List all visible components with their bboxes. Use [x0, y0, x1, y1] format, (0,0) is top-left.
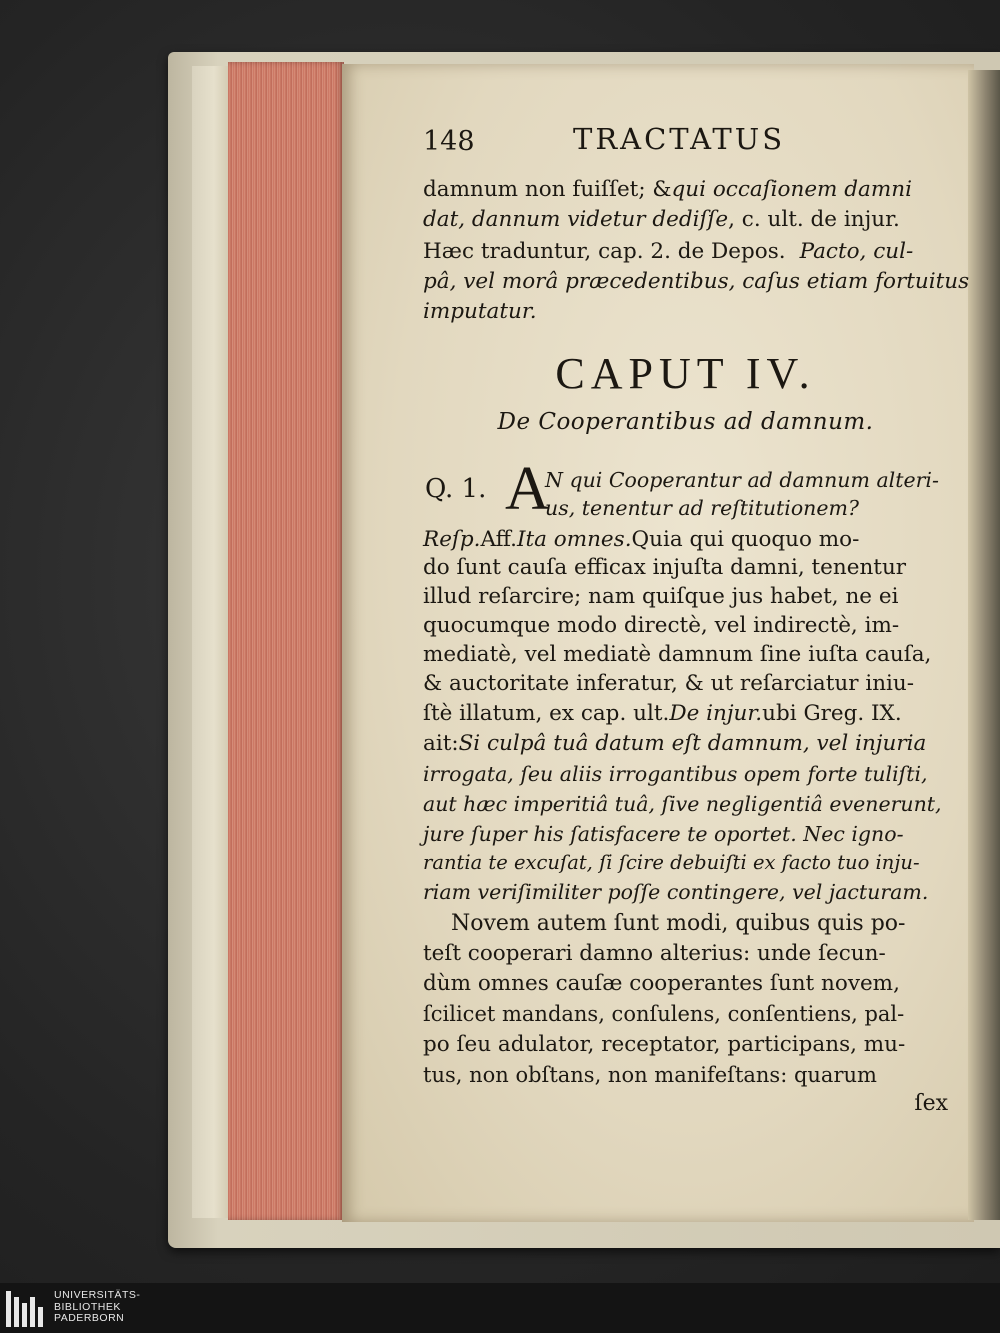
running-head: TRACTATUS: [573, 122, 786, 156]
question-line: N qui Cooperantur ad damnum alteri-: [545, 468, 939, 492]
library-name: UNIVERSITÄTS- BIBLIOTHEK PADERBORN: [54, 1289, 141, 1324]
text-line: ſtè illatum, ex cap. ult. De injur. ubi Greg. IX.: [423, 701, 902, 726]
drop-cap: A: [505, 455, 550, 523]
text-line: quocumque modo directè, vel indirectè, im-: [423, 613, 900, 638]
text-line: imputatur.: [423, 299, 537, 324]
text-line: mediatè, vel mediatè damnum ſine iuſta cauſa,: [423, 642, 932, 667]
text-line: po ſeu adulator, receptator, participans, mu-: [423, 1032, 906, 1057]
text-line: pâ, vel morâ præcedentibus, caſus etiam fortuitus: [423, 269, 970, 294]
text-line: illud reſarcire; nam quiſque jus habet, ne ei: [423, 584, 899, 609]
chapter-title: CAPUT IV.: [555, 349, 816, 398]
text-line: Hæc traduntur, cap. 2. de Depos. Pacto, cul-: [423, 239, 914, 264]
quote-line: ait: Si culpâ tuâ datum eſt damnum, vel injuria: [423, 731, 927, 756]
gutter-shadow: [968, 70, 1000, 1220]
page-number: 148: [423, 126, 475, 157]
text-line: damnum non fuiſſet; & qui occaſionem damni: [423, 177, 912, 202]
text-line: dat, dannum videtur dediſſe , c. ult. de injur.: [423, 207, 900, 232]
quote-line: irrogata, ſeu aliis irrogantibus opem forte tuliſti,: [423, 762, 928, 786]
text-line: dùm omnes cauſæ cooperantes ſunt novem,: [423, 971, 900, 996]
footer-bar: [0, 1283, 1000, 1333]
text-line: tus, non obſtans, non manifeſtans: quarum: [423, 1063, 877, 1087]
text-line: Reſp. Aff. Ita omnes. Quia qui quoquo mo-: [423, 527, 860, 552]
quote-line: jure ſuper his ſatisfacere te oportet. Nec igno-: [423, 822, 904, 846]
library-logo-icon: [6, 1291, 46, 1327]
text-line: ſcilicet mandans, conſulens, conſentiens, pal-: [423, 1002, 905, 1026]
chapter-subtitle: De Cooperantibus ad damnum.: [497, 409, 874, 435]
book-spine-edge: [192, 66, 232, 1218]
catchword: ſex: [914, 1091, 948, 1116]
page-header: [423, 122, 948, 160]
text-line: & auctoritate inferatur, & ut reſarciatur iniu-: [423, 671, 915, 696]
quote-line: rantia te excuſat, ſi ſcire debuiſti ex facto tuo inju-: [423, 851, 920, 874]
text-line: teſt cooperari damno alterius: unde ſecun-: [423, 941, 886, 966]
question-label: Q. 1.: [425, 474, 487, 504]
text-line: do ſunt cauſa efficax injuſta damni, tenentur: [423, 555, 907, 580]
quote-line: riam veriſimiliter poſſe contingere, vel jacturam.: [423, 880, 929, 904]
quote-line: aut hæc imperitiâ tuâ, ſive negligentiâ evenerunt,: [423, 792, 942, 816]
question-line: us, tenentur ad reſtitutionem?: [545, 496, 859, 520]
red-page-edges: [228, 62, 344, 1220]
text-line: Novem autem ſunt modi, quibus quis po-: [451, 911, 906, 936]
